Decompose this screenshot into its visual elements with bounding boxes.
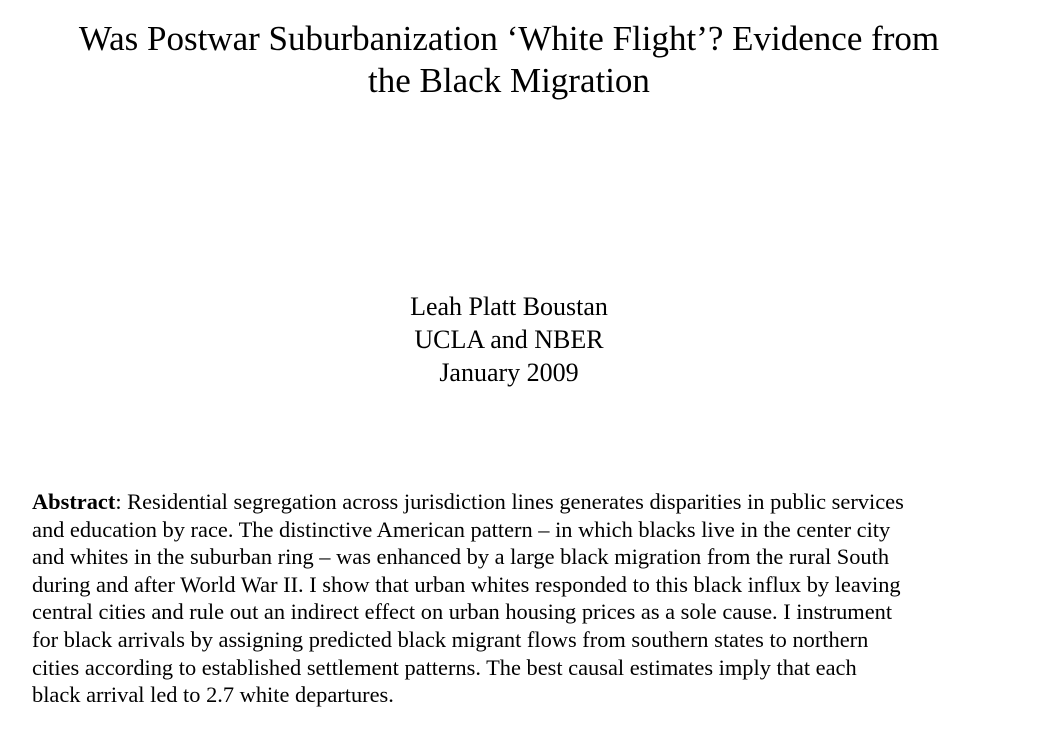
abstract xyxy=(32,488,1012,709)
abstract-line-8: black arrival led to 2.7 white departures. xyxy=(32,682,394,708)
author-block xyxy=(0,290,1018,389)
abstract-separator: : xyxy=(115,489,122,514)
abstract-line-2: and education by race. The distinctive American pattern – in which blacks live in the center city xyxy=(32,516,891,542)
abstract-line-6: for black arrivals by assigning predicted black migrant flows from southern states to northern xyxy=(32,626,869,652)
abstract-line-4: during and after World War II. I show that urban whites responded to this black influx by leaving xyxy=(32,571,901,597)
abstract-label: Abstract xyxy=(32,489,116,514)
abstract-line-1 xyxy=(32,488,1012,516)
abstract-line-7: cities according to established settlement patterns. The best causal estimates imply that each xyxy=(32,654,857,680)
author-name: Leah Platt Boustan xyxy=(410,292,608,321)
paper-date: January 2009 xyxy=(439,358,579,387)
title-line-2: the Black Migration xyxy=(368,61,650,100)
title-line-1: Was Postwar Suburbanization ‘White Flight’? Evidence from xyxy=(78,19,940,58)
abstract-line-5: central cities and rule out an indirect effect on urban housing prices as a sole cause. I instrument xyxy=(32,599,893,625)
author-affiliation: UCLA and NBER xyxy=(414,325,604,354)
paper-title xyxy=(0,18,1018,102)
abstract-first-line-text: Residential segregation across jurisdiction lines generates disparities in public services xyxy=(121,489,904,514)
abstract-line-3: and whites in the suburban ring – was enhanced by a large black migration from the rural South xyxy=(32,544,890,570)
